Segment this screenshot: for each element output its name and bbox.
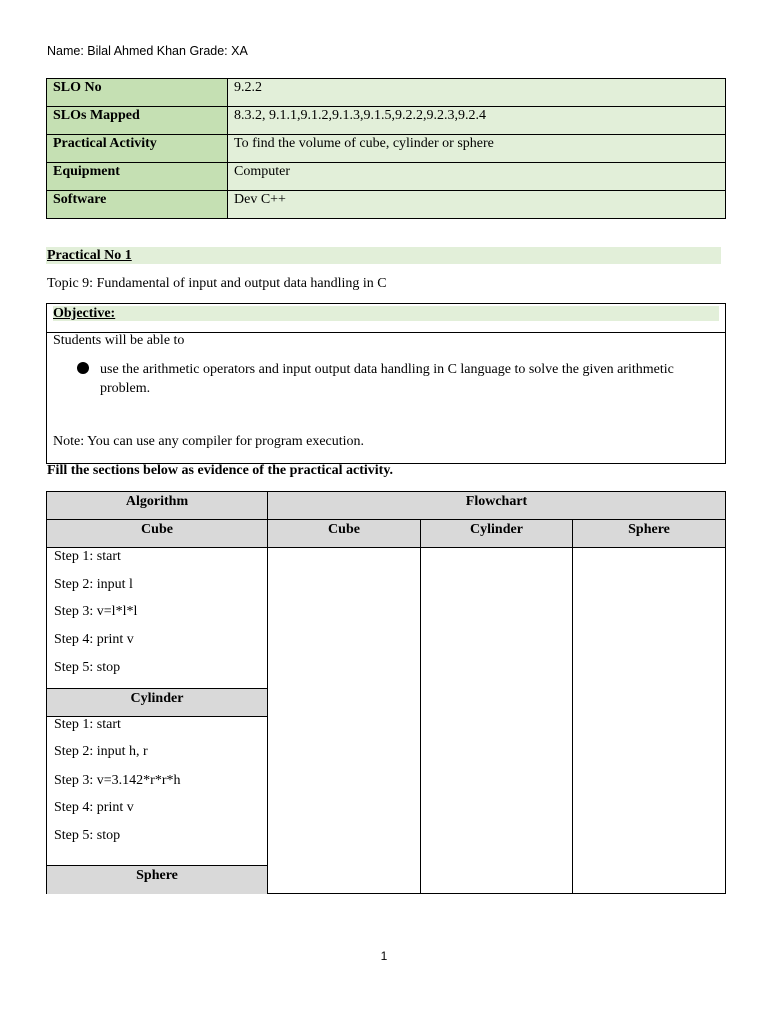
cylinder-step-4: Step 4: print v (54, 800, 134, 815)
grid-divider (47, 519, 725, 520)
table-row (47, 107, 726, 135)
flowchart-header: Flowchart (268, 492, 725, 519)
grid-divider (420, 519, 421, 893)
cylinder-step-5: Step 5: stop (54, 828, 121, 843)
algorithm-cylinder-title: Cylinder (47, 689, 267, 716)
objective-note: Note: You can use any compiler for program execution. (53, 434, 365, 449)
algorithm-cube-title: Cube (47, 520, 267, 547)
slos-mapped-label: SLOs Mapped (47, 107, 228, 135)
practical-activity-value: To find the volume of cube, cylinder or sphere (228, 135, 726, 163)
grid-divider (47, 688, 267, 689)
objective-intro: Students will be able to (53, 333, 185, 348)
objective-box (46, 303, 726, 464)
flowchart-cube-header: Cube (268, 520, 420, 547)
grid-divider (47, 716, 267, 717)
equipment-value: Computer (228, 163, 726, 191)
cylinder-step-1: Step 1: start (54, 717, 121, 732)
algorithm-sphere-title: Sphere (47, 866, 267, 894)
grid-divider (47, 865, 267, 866)
table-row (47, 79, 726, 107)
algorithm-header: Algorithm (47, 492, 267, 519)
algorithm-flowchart-grid (46, 491, 726, 894)
objective-bullet-text: use the arithmetic operators and input output data handling in C language to solve the given arithmetic problem. (100, 362, 674, 396)
slo-no-value: 9.2.2 (228, 79, 726, 107)
name-grade-line: Name: Bilal Ahmed Khan Grade: XA (47, 44, 248, 58)
grid-divider (267, 492, 268, 893)
software-label: Software (47, 191, 228, 219)
slo-info-table (46, 78, 726, 219)
software-value: Dev C++ (228, 191, 726, 219)
cube-step-1: Step 1: start (54, 549, 121, 564)
slo-no-label: SLO No (47, 79, 228, 107)
grid-divider (47, 547, 725, 548)
cylinder-step-3: Step 3: v=3.142*r*r*h (54, 773, 181, 788)
flowchart-cylinder-header: Cylinder (421, 520, 572, 547)
page-number: 1 (380, 949, 388, 963)
table-row (47, 163, 726, 191)
equipment-label: Equipment (47, 163, 228, 191)
cylinder-step-2: Step 2: input h, r (54, 744, 148, 759)
cube-step-3: Step 3: v=l*l*l (54, 604, 138, 619)
slos-mapped-value: 8.3.2, 9.1.1,9.1.2,9.1.3,9.1.5,9.2.2,9.2.3,9.2.4 (228, 107, 726, 135)
practical-activity-label: Practical Activity (47, 135, 228, 163)
objective-label: Objective: (53, 306, 719, 321)
instruction-text: Fill the sections below as evidence of the practical activity. (47, 463, 394, 478)
cube-step-2: Step 2: input l (54, 577, 133, 592)
grid-divider (572, 519, 573, 893)
flowchart-sphere-header: Sphere (573, 520, 725, 547)
objective-header (47, 304, 725, 333)
table-row (47, 191, 726, 219)
table-row (47, 135, 726, 163)
cube-step-4: Step 4: print v (54, 632, 134, 647)
bullet-dot-icon (77, 362, 89, 374)
cube-step-5: Step 5: stop (54, 660, 121, 675)
topic-line: Topic 9: Fundamental of input and output data handling in C (47, 276, 387, 291)
practical-title: Practical No 1 (46, 247, 721, 264)
